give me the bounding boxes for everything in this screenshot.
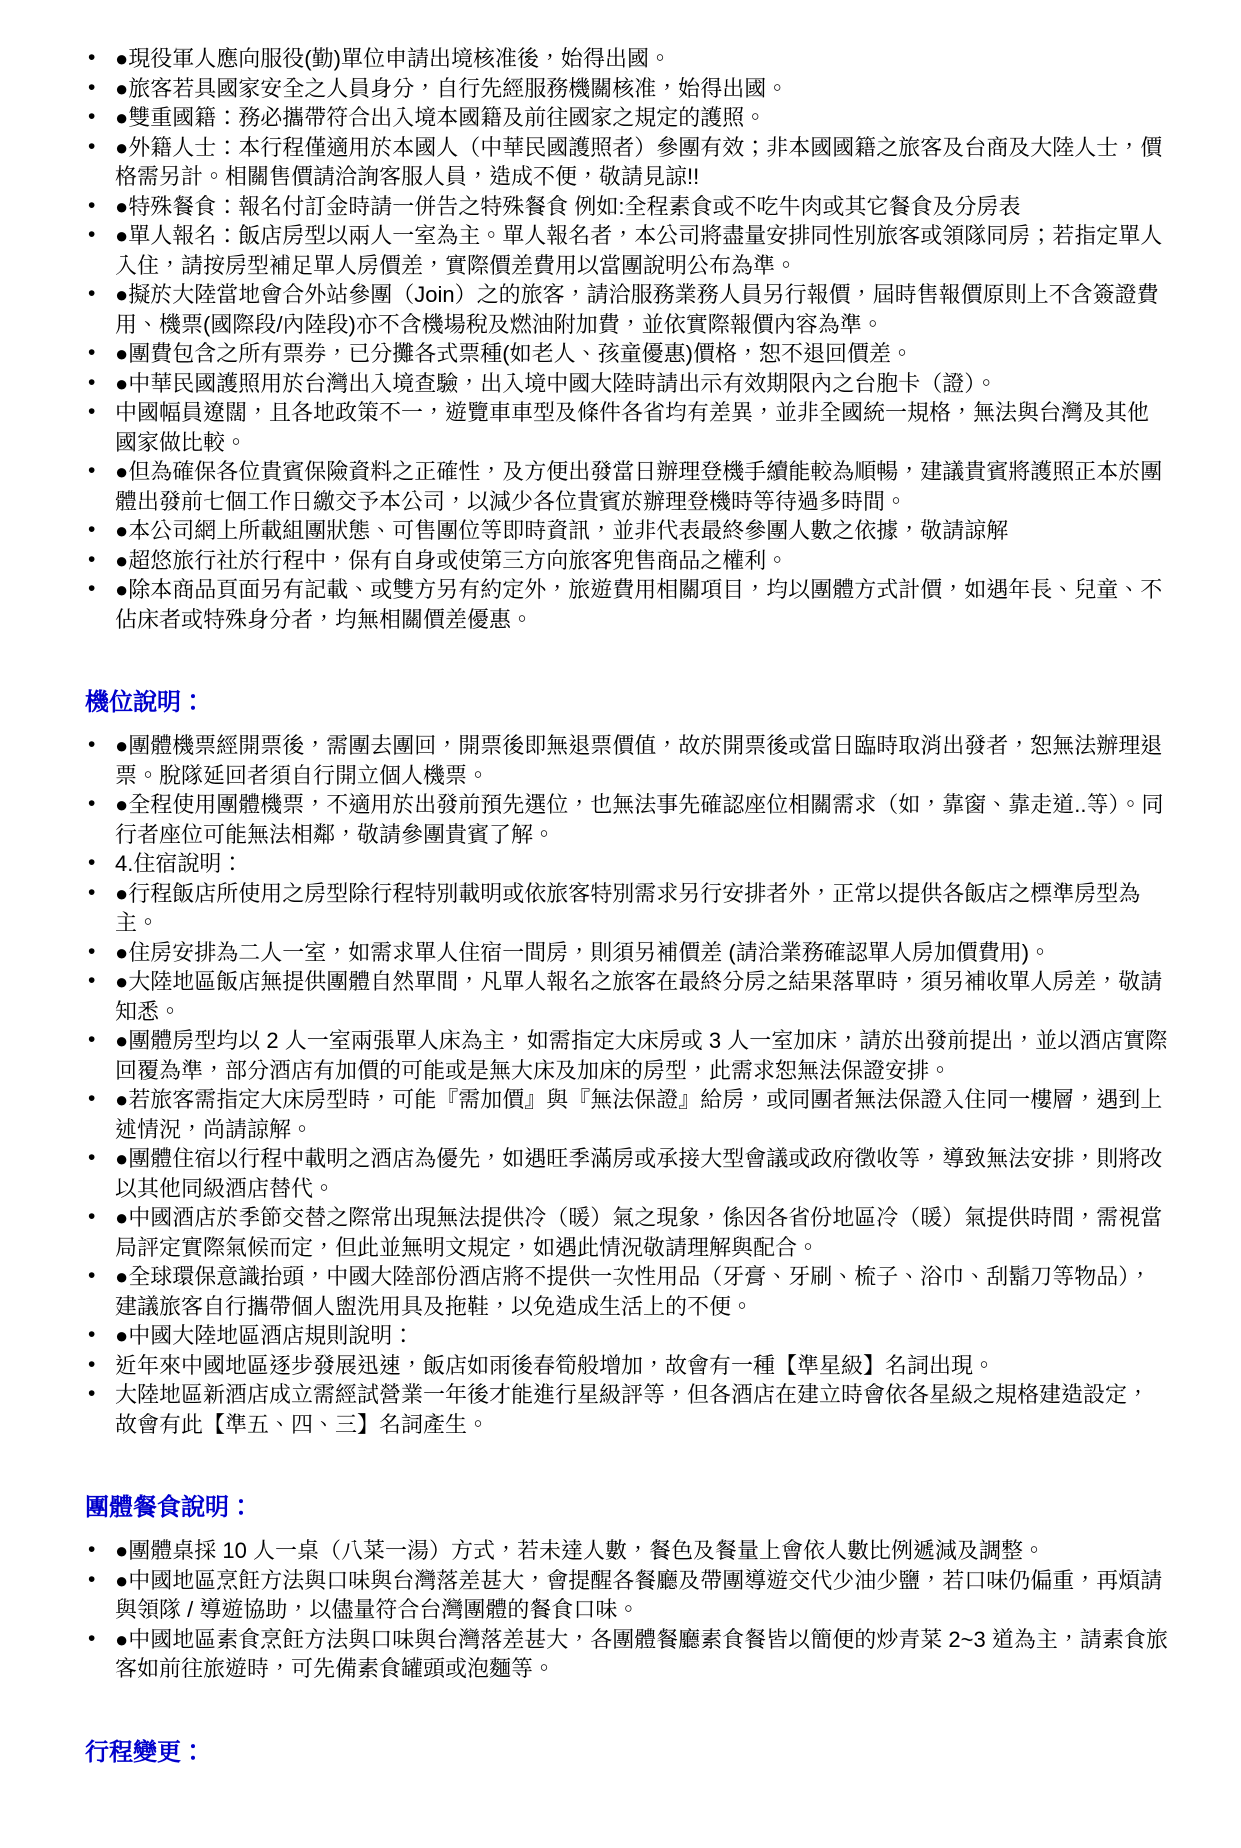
group-meals-list [115,1536,1169,1684]
list-item: • 近年來中國地區逐步發展迅速，飯店如雨後春筍般增加，故會有一種【準星級】名詞出現。 [115,1351,1169,1381]
list-item: • ●若旅客需指定大床房型時，可能『需加價』與『無法保證』給房，或同團者無法保證入住同一樓層，遇到上述情況，尚請諒解。 [115,1085,1169,1144]
list-item: • ●中國地區素食烹飪方法與口味與台灣落差甚大，各團體餐廳素食餐皆以簡便的炒青菜 2~3 道為主，請素食旅客如前往旅遊時，可先備素食罐頭或泡麵等。 [115,1625,1169,1684]
list-item: • ●單人報名：飯店房型以兩人一室為主。單人報名者，本公司將盡量安排同性別旅客或領隊同房；若指定單人入住，請按房型補足單人房價差，實際價差費用以當團說明公布為準。 [115,221,1169,280]
list-item: • ●全程使用團體機票，不適用於出發前預先選位，也無法事先確認座位相關需求（如，靠窗、靠走道..等）。同行者座位可能無法相鄰，敬請參團貴賓了解。 [115,790,1169,849]
general-notes-list [115,44,1169,634]
list-item: • ●團體住宿以行程中載明之酒店為優先，如遇旺季滿房或承接大型會議或政府徵收等，導致無法安排，則將改以其他同級酒店替代。 [115,1144,1169,1203]
list-item: • ●中華民國護照用於台灣出入境查驗，出入境中國大陸時請出示有效期限內之台胞卡（證）。 [115,369,1169,399]
list-item: • ●旅客若具國家安全之人員身分，自行先經服務機關核准，始得出國。 [115,74,1169,104]
list-item: • 中國幅員遼闊，且各地政策不一，遊覽車車型及條件各省均有差異，並非全國統一規格，無法與台灣及其他國家做比較。 [115,398,1169,457]
list-item: • ●中國地區烹飪方法與口味與台灣落差甚大，會提醒各餐廳及帶團導遊交代少油少鹽，若口味仍偏重，再煩請與領隊 / 導遊協助，以儘量符合台灣團體的餐食口味。 [115,1566,1169,1625]
section-heading-flight-seats: 機位說明： [85,689,205,716]
list-item: • ●團費包含之所有票券，已分攤各式票種(如老人、孩童優惠)價格，恕不退回價差。 [115,339,1169,369]
list-item: • ●團體桌採 10 人一桌（八菜一湯）方式，若未達人數，餐色及餐量上會依人數比例遞減及調整。 [115,1536,1169,1566]
list-item: • ●現役軍人應向服役(勤)單位申請出境核准後，始得出國。 [115,44,1169,74]
list-item: • ●特殊餐食：報名付訂金時請一併告之特殊餐食 例如:全程素食或不吃牛肉或其它餐食及分房表 [115,192,1169,222]
list-item: • ●大陸地區飯店無提供團體自然單間，凡單人報名之旅客在最終分房之結果落單時，須另補收單人房差，敬請知悉。 [115,967,1169,1026]
list-item: • ●住房安排為二人一室，如需求單人住宿一間房，則須另補價差 (請洽業務確認單人房加價費用)。 [115,938,1169,968]
section-heading-itinerary-changes: 行程變更： [85,1738,205,1766]
list-item: • ●本公司網上所載組團狀態、可售團位等即時資訊，並非代表最終參團人數之依據，敬請諒解 [115,516,1169,546]
list-item: • ●外籍人士：本行程僅適用於本國人（中華民國護照者）參團有效；非本國國籍之旅客及台商及大陸人士，價格需另計。相關售價請洽詢客服人員，造成不便，敬請見諒!! [115,133,1169,192]
list-item: • ●中國酒店於季節交替之際常出現無法提供冷（暖）氣之現象，係因各省份地區冷（暖）氣提供時間，需視當局評定實際氣候而定，但此並無明文規定，如遇此情況敬請理解與配合。 [115,1203,1169,1262]
section-heading-group-meals: 團體餐食說明： [85,1494,253,1521]
flight-seats-list [115,731,1169,1439]
list-item: • 4.住宿說明： [115,849,1169,879]
travel-notes-document [85,44,1169,1768]
list-item: • ●擬於大陸當地會合外站參團（Join）之的旅客，請洽服務業務人員另行報價，屆時售報價原則上不含簽證費用、機票(國際段/內陸段)亦不含機場稅及燃油附加費，並依實際報價內容為準。 [115,280,1169,339]
list-item: • ●團體房型均以 2 人一室兩張單人床為主，如需指定大床房或 3 人一室加床，請於出發前提出，並以酒店實際回覆為準，部分酒店有加價的可能或是無大床及加床的房型，此需求恕無法保證安排。 [115,1026,1169,1085]
list-item: • ●但為確保各位貴賓保險資料之正確性，及方便出發當日辦理登機手續能較為順暢，建議貴賓將護照正本於團體出發前七個工作日繳交予本公司，以減少各位貴賓於辦理登機時等待過多時間。 [115,457,1169,516]
list-item: • ●除本商品頁面另有記載、或雙方另有約定外，旅遊費用相關項目，均以團體方式計價，如遇年長、兒童、不佔床者或特殊身分者，均無相關價差優惠。 [115,575,1169,634]
list-item: • ●全球環保意識抬頭，中國大陸部份酒店將不提供一次性用品（牙膏、牙刷、梳子、浴巾、刮鬍刀等物品），建議旅客自行攜帶個人盥洗用具及拖鞋，以免造成生活上的不便。 [115,1262,1169,1321]
list-item: • ●行程飯店所使用之房型除行程特別載明或依旅客特別需求另行安排者外，正常以提供各飯店之標準房型為主。 [115,879,1169,938]
list-item: • ●超悠旅行社於行程中，保有自身或使第三方向旅客兜售商品之權利。 [115,546,1169,576]
list-item: • ●雙重國籍：務必攜帶符合出入境本國籍及前往國家之規定的護照。 [115,103,1169,133]
list-item: • ●中國大陸地區酒店規則說明： [115,1321,1169,1351]
list-item: • ●團體機票經開票後，需團去團回，開票後即無退票價值，故於開票後或當日臨時取消出發者，恕無法辦理退票。脫隊延回者須自行開立個人機票。 [115,731,1169,790]
list-item: • 大陸地區新酒店成立需經試營業一年後才能進行星級評等，但各酒店在建立時會依各星級之規格建造設定，故會有此【準五、四、三】名詞產生。 [115,1380,1169,1439]
